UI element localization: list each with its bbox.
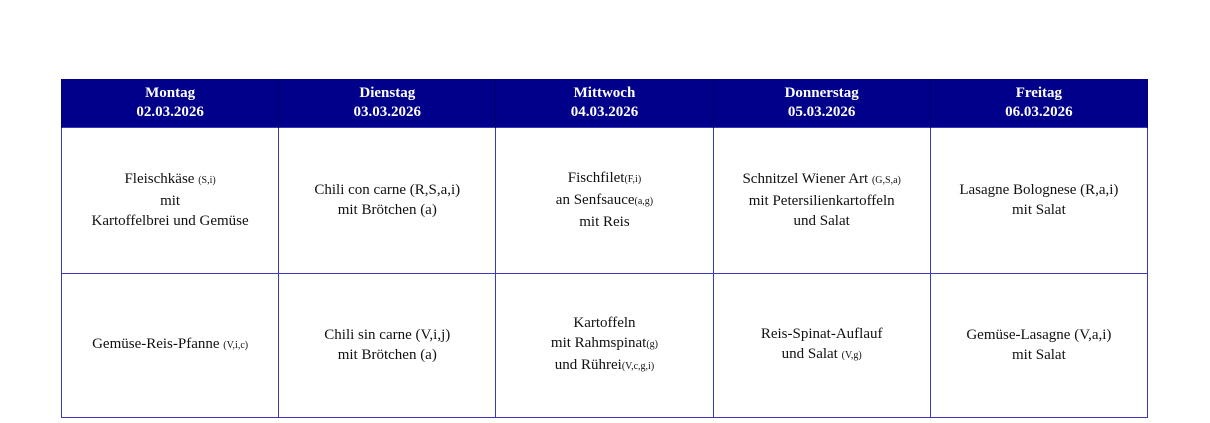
menu-line: Fleischkäse (S,i) [124, 171, 216, 188]
menu-cell [930, 273, 1147, 418]
day-name: Donnerstag [784, 85, 859, 101]
menu-line: und Salat (V,g) [781, 346, 862, 363]
menu-line: mit Salat [1012, 347, 1066, 364]
menu-line: mit [160, 193, 181, 210]
menu-line: und Rührei(V,c,g,i) [554, 357, 655, 374]
menu-line: Kartoffelbrei und Gemüse [91, 213, 249, 230]
menu-line: mit Petersilienkartoffeln [748, 193, 895, 210]
menu-line: Schnitzel Wiener Art (G,S,a) [742, 171, 901, 188]
day-date: 02.03.2026 [136, 104, 204, 120]
menu-line: mit Brötchen (a) [337, 202, 437, 219]
menu-line: Reis-Spinat-Auflauf [760, 326, 883, 343]
allergen-code: (F,i) [624, 174, 642, 186]
menu-row-2 [62, 273, 1148, 418]
menu-line: an Senfsauce(a,g) [555, 192, 654, 209]
menu-cell [496, 128, 713, 274]
menu-line: Chili con carne (R,S,a,i) [314, 182, 461, 199]
allergen-code: (g) [646, 339, 659, 351]
menu-cell [713, 273, 930, 418]
day-name: Montag [145, 85, 196, 101]
menu-line: Gemüse-Lasagne (V,a,i) [966, 327, 1112, 344]
day-name: Freitag [1015, 85, 1063, 101]
menu-cell [279, 273, 496, 418]
day-header [496, 79, 713, 128]
day-name: Dienstag [359, 85, 416, 101]
menu-line: mit Salat [1012, 202, 1066, 219]
allergen-code: (V,i,c) [223, 340, 249, 352]
menu-line: Chili sin carne (V,i,j) [324, 327, 451, 344]
menu-line: Gemüse-Reis-Pfanne (V,i,c) [92, 336, 249, 353]
menu-line: Lasagne Bolognese (R,a,i) [959, 182, 1119, 199]
allergen-code: (S,i) [198, 175, 216, 187]
menu-line: Fischfilet(F,i) [567, 170, 642, 187]
day-header [930, 79, 1147, 128]
menu-row-1 [62, 128, 1148, 274]
day-date: 04.03.2026 [570, 104, 639, 120]
day-header [62, 79, 279, 128]
menu-cell [496, 273, 713, 418]
allergen-code: (a,g) [634, 196, 654, 208]
menu-line: mit Reis [579, 214, 630, 231]
menu-cell [930, 128, 1147, 274]
header-row [62, 79, 1148, 128]
day-header [713, 79, 930, 128]
menu-line: mit Brötchen (a) [337, 347, 437, 364]
menu-cell [62, 273, 279, 418]
day-date: 03.03.2026 [353, 104, 422, 120]
day-header [279, 79, 496, 128]
menu-line: mit Rahmspinat(g) [550, 335, 659, 352]
allergen-code: (V,c,g,i) [621, 361, 655, 373]
weekly-menu-table [61, 79, 1148, 418]
day-date: 06.03.2026 [1005, 104, 1073, 120]
menu-cell [713, 128, 930, 274]
day-name: Mittwoch [573, 85, 636, 101]
allergen-code: (V,g) [841, 350, 862, 362]
menu-cell [279, 128, 496, 274]
menu-cell [62, 128, 279, 274]
menu-line: und Salat [793, 213, 850, 230]
menu-line: Kartoffeln [573, 315, 636, 332]
allergen-code: (G,S,a) [871, 175, 901, 187]
day-date: 05.03.2026 [787, 104, 856, 120]
